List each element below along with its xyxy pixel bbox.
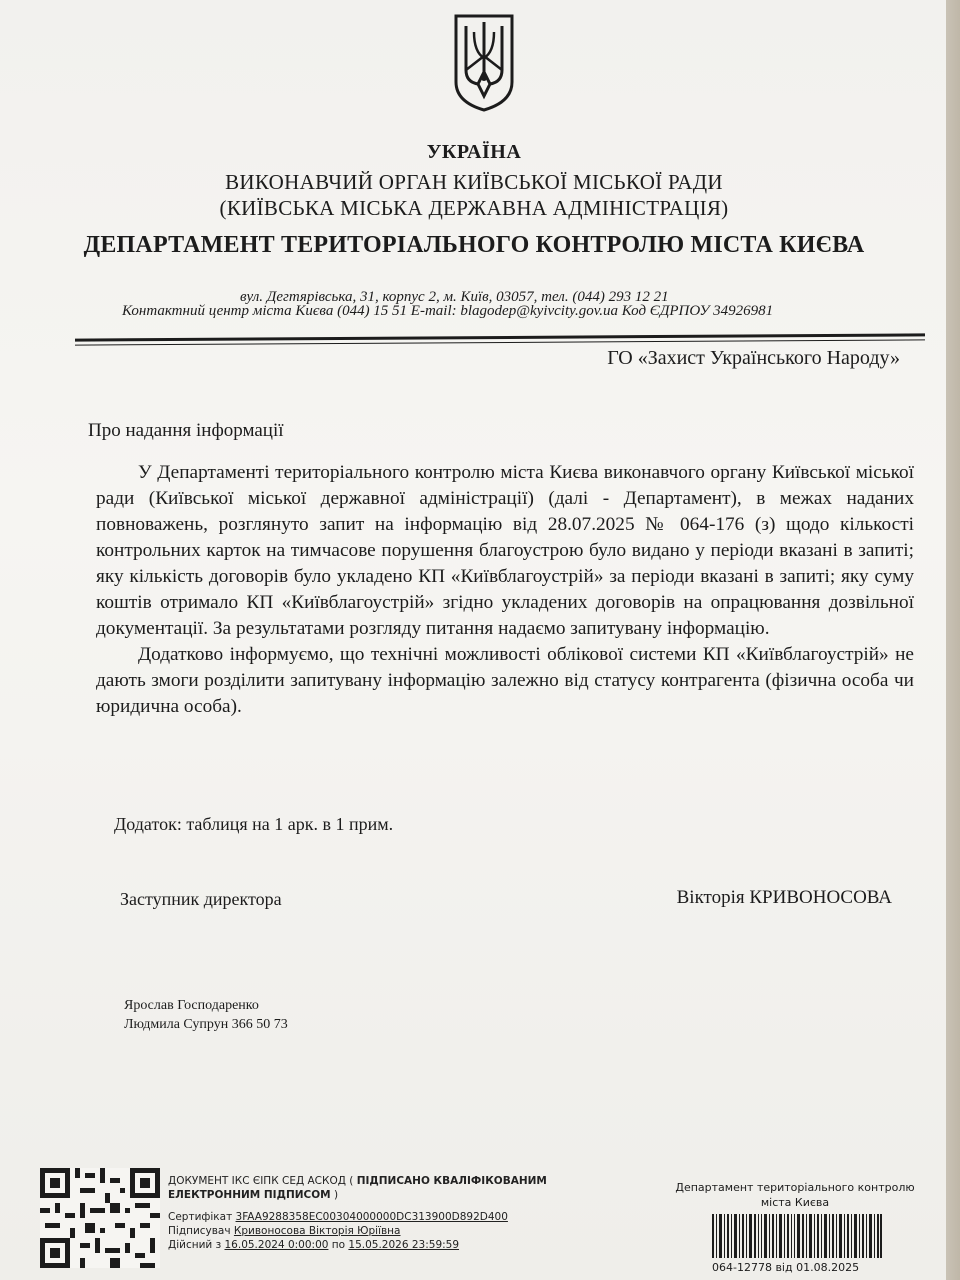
signatory-title: Заступник директора — [120, 889, 282, 909]
subject-line: Про надання інформації — [88, 420, 284, 441]
qr-code-icon — [40, 1168, 160, 1268]
signer-value: Кривоносова Вікторія Юріївна — [233, 1225, 401, 1237]
country-heading: УКРАЇНА — [426, 141, 522, 163]
department-contact: Контактний центр міста Києва (044) 15 51 E-mail: blagodep@kyivcity.gov.ua Код ЄДРПОУ 34926981 — [122, 303, 774, 319]
esig-line-1: ДОКУМЕНТ ІКС ЄІПК СЕД АСКОД ( ПІДПИСАНО КВАЛІФІКОВАНИМ — [168, 1175, 547, 1187]
registration-department: Департамент територіального контролю міста Києва — [675, 1181, 915, 1209]
department-address: вул. Дегтярівська, 31, корпус 2, м. Київ, 03057, тел. (044) 293 12 21 — [240, 289, 669, 305]
department-heading: ДЕПАРТАМЕНТ ТЕРИТОРІАЛЬНОГО КОНТРОЛЮ МІСТА КИЄВА — [83, 232, 865, 258]
background-wall — [946, 0, 960, 1280]
esig-line-2: ЕЛЕКТРОННИМ ПІДПИСОМ ) — [168, 1189, 339, 1201]
executors — [124, 996, 288, 1034]
executor-name: Ярослав Господаренко — [124, 998, 259, 1013]
signatory-name: Вікторія КРИВОНОСОВА — [676, 887, 892, 908]
org-line-2: (КИЇВСЬКА МІСЬКА ДЕРЖАВНА АДМІНІСТРАЦІЯ) — [219, 196, 729, 220]
body-paragraph: У Департаменті територіального контролю міста Києва виконавчого органу Київської міської ради (Київської міської державної адміністрації) (далі - Департамент), в межах наданих повноважень, розглянуто запит на інформацію від 28.07.2025 № 064-176 (з) щодо кількості контрольних карток на тимчасове порушення благоустрою було видано у періоди вказані в запиті; яку кількість договорів було укладено КП «Київблагоустрій» за періоди вказані в запиті; яку суму коштів отримало КП «Київблагоустрій» згідно укладених договорів на опрацювання дозвільної документації. За результатами розгляду питання надаємо запитувану інформацію. — [96, 462, 914, 639]
barcode-icon — [712, 1214, 882, 1258]
registration-number: 064-12778 від 01.08.2025 — [712, 1261, 860, 1274]
org-line-1: ВИКОНАВЧИЙ ОРГАН КИЇВСЬКОЇ МІСЬКОЇ РАДИ — [225, 170, 723, 194]
executor-name: Людмила Супрун 366 50 73 — [124, 1017, 288, 1032]
signer-line: Підписувач Кривоносова Вікторія Юріївна — [168, 1225, 401, 1237]
body-paragraph: Додатково інформуємо, що технічні можливості облікової системи КП «Київблагоустрій» не дають змоги розділити запитувану інформацію залежно від статусу контрагента (фізична особа чи юридична особа). — [96, 644, 914, 717]
certificate-line: Сертифікат 3FAA9288358EC00304000000DC313900D892D400 — [168, 1211, 508, 1223]
attachment-note: Додаток: таблиця на 1 арк. в 1 прим. — [114, 814, 394, 834]
letter-body — [96, 460, 914, 720]
recipient: ГО «Захист Українського Народу» — [607, 347, 900, 369]
electronic-signature-stamp — [168, 1174, 547, 1252]
validity-line: Дійсний з 16.05.2024 0:00:00 по 15.05.2026 23:59:59 — [168, 1239, 460, 1251]
trident-coat-of-arms-icon — [452, 12, 516, 112]
certificate-value: 3FAA9288358EC00304000000DC313900D892D400 — [235, 1211, 508, 1223]
